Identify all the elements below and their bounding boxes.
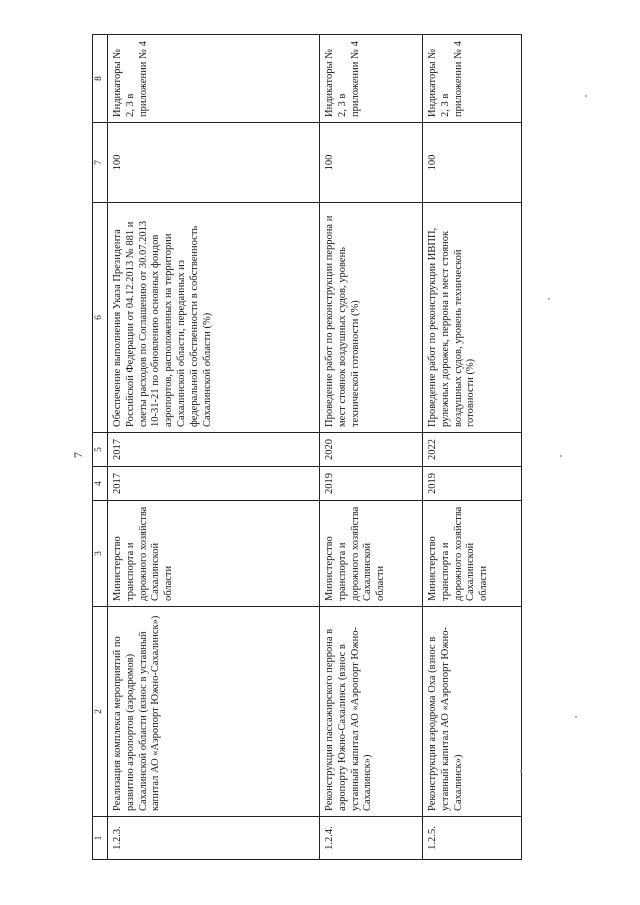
row-value: 100	[320, 123, 423, 203]
rotated-table-container	[92, 35, 520, 860]
program-table	[92, 34, 522, 860]
row-value: 100	[423, 123, 522, 203]
scan-speck	[560, 455, 562, 457]
row-result: Обеспечение выполнения Указа Президента Российской Федерации от 04.12.2013 № 881 и сметы расходов по Соглашению от 30.07.2013 10-31-21 по обновлению основных фондов аэропортов, расположенных на территории Сахалинской области, переданных из федеральной собственности в собственность Сахалинской области (%)	[108, 203, 320, 433]
row-event: Реконструкция пассажирского перрона в аэропорту Южно-Сахалинск (взнос в уставный капитал АО «Аэропорт Южно-Сахалинск»)	[320, 607, 423, 817]
row-start-year: 2017	[108, 467, 320, 501]
table-row	[320, 35, 423, 860]
header-cell: 5	[93, 433, 108, 467]
table-row	[108, 35, 320, 860]
row-executor: Министерство транспорта и дорожного хозяйства Сахалинской области	[320, 501, 423, 607]
row-indicators: Индикаторы № 2, 3 в приложении № 4	[320, 35, 423, 123]
scan-speck	[575, 716, 577, 718]
row-end-year: 2017	[108, 433, 320, 467]
header-cell: 8	[93, 35, 108, 123]
header-cell: 1	[93, 817, 108, 860]
table-row	[423, 35, 522, 860]
row-indicators: Индикаторы № 2, 3 в приложении № 4	[108, 35, 320, 123]
row-end-year: 2022	[423, 433, 522, 467]
scan-speck	[548, 298, 550, 300]
row-end-year: 2020	[320, 433, 423, 467]
row-id: 1.2.5.	[423, 817, 522, 860]
row-result: Проведение работ по реконструкции перрона и мест стоянок воздушных судов, уровень технической готовности (%)	[320, 203, 423, 433]
row-id: 1.2.4.	[320, 817, 423, 860]
row-indicators: Индикаторы № 2, 3 в приложении № 4	[423, 35, 522, 123]
header-cell: 2	[93, 607, 108, 817]
header-cell: 6	[93, 203, 108, 433]
scan-speck	[585, 95, 587, 97]
row-id: 1.2.3.	[108, 817, 320, 860]
row-start-year: 2019	[423, 467, 522, 501]
row-value: 100	[108, 123, 320, 203]
row-event: Реконструкция аэродрома Оха (взнос в уставный капитал АО «Аэропорт Южно-Сахалинск»)	[423, 607, 522, 817]
header-cell: 7	[93, 123, 108, 203]
row-event: Реализация комплекса мероприятий по развитию аэропортов (аэродромов) Сахалинской области (взнос в уставный капитал АО «Аэропорт Южно-Сахалинск»)	[108, 607, 320, 817]
page-number: 7	[71, 452, 85, 458]
row-executor: Министерство транспорта и дорожного хозяйства Сахалинской области	[423, 501, 522, 607]
scan-speck	[520, 770, 522, 772]
row-result: Проведение работ по реконструкции ИВПП, рулежных дорожек, перрона и мест стоянок воздушных судов, уровень технической готовности (%)	[423, 203, 522, 433]
row-start-year: 2019	[320, 467, 423, 501]
header-row	[93, 35, 108, 860]
header-cell: 4	[93, 467, 108, 501]
header-cell: 3	[93, 501, 108, 607]
row-executor: Министерство транспорта и дорожного хозяйства Сахалинской области	[108, 501, 320, 607]
